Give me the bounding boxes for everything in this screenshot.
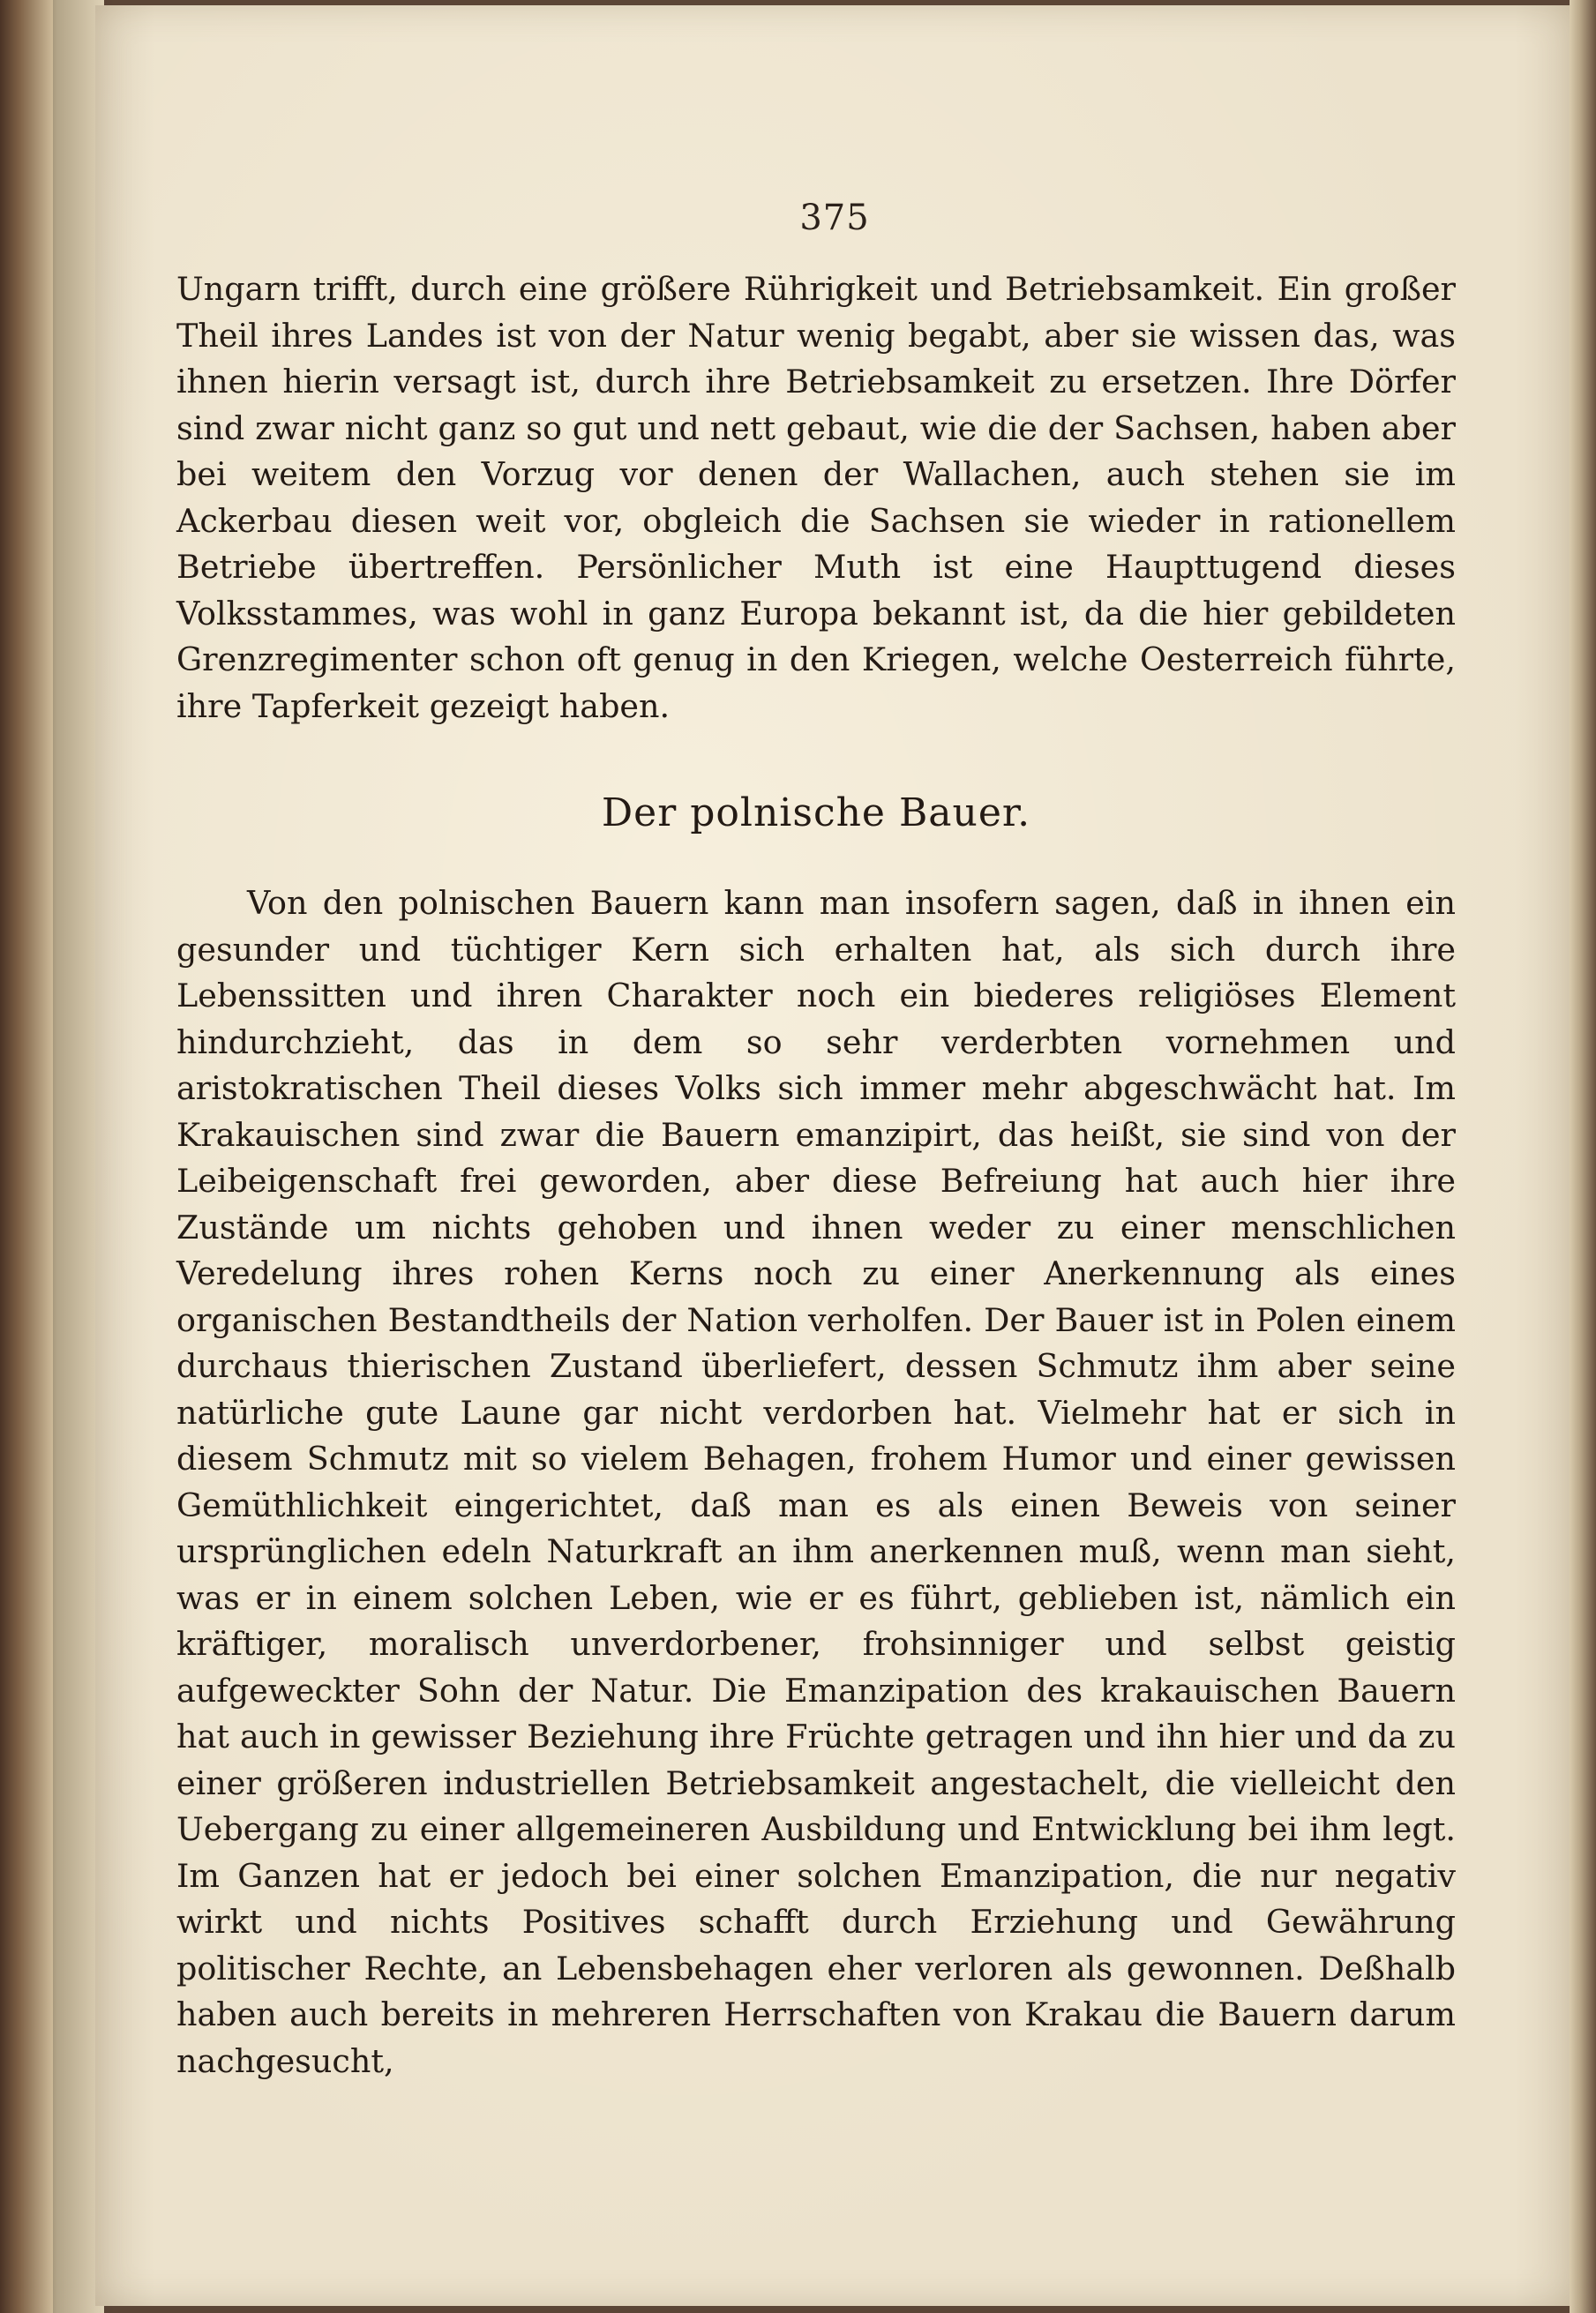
book-page <box>95 5 1574 2306</box>
page-number: 375 <box>799 198 870 238</box>
paragraph-continuation: Ungarn trifft, durch eine größere Rührigkeit und Betriebsamkeit. Ein großer Theil ihres Landes ist von der Natur wenig begabt, aber sie wissen das, was ihnen hierin versagt ist, durch ihre Betriebsamkeit zu ersetzen. Ihre Dörfer sind zwar nicht ganz so gut und nett gebaut, wie die der Sachsen, haben aber bei weitem den Vorzug vor denen der Wallachen, auch stehen sie im Ackerbau diesen weit vor, obgleich die Sachsen sie wieder in rationellem Betriebe übertreffen. Persönlicher Muth ist eine Haupttugend dieses Volksstammes, was wohl in ganz Europa bekannt ist, da die hier gebildeten Grenzregimenter schon oft genug in den Kriegen, welche Oesterreich führte, ihre Tapferkeit gezeigt haben. <box>176 270 1456 725</box>
paragraph-polish-peasant: Von den polnischen Bauern kann man insofern sagen, daß in ihnen ein gesunder und tüchtiger Kern sich erhalten hat, als sich durch ihre Lebenssitten und ihren Charakter noch ein biederes religiöses Element hindurchzieht, das in dem so sehr verderbten vornehmen und aristokratischen Theil dieses Volks sich immer mehr abgeschwächt hat. Im Krakauischen sind zwar die Bauern emanzipirt, das heißt, sie sind von der Leibeigenschaft frei geworden, aber diese Befreiung hat auch hier ihre Zustände um nichts gehoben und ihnen weder zu einer menschlichen Veredelung ihres rohen Kerns noch zu einer Anerkennung als eines organischen Bestandtheils der Nation verholfen. Der Bauer ist in Polen einem durchaus thierischen Zustand überliefert, dessen Schmutz ihm aber seine natürliche gute Laune gar nicht verdorben hat. Vielmehr hat er sich in diesem Schmutz mit so vielem Behagen, frohem Humor und einer gewissen Gemüthlichkeit eingerichtet, daß man es als einen Beweis von seiner ursprünglichen edeln Naturkraft an ihm anerkennen muß, wenn man sieht, was er in einem solchen Leben, wie er es führt, geblieben ist, nämlich ein kräftiger, moralisch unverdorbener, frohsinniger und selbst geistig aufgeweckter Sohn der Natur. Die Emanzipation des krakauischen Bauern hat auch in gewisser Beziehung ihre Früchte getragen und ihn hier und da zu einer größeren industriellen Betriebsamkeit angestachelt, die vielleicht den Uebergang zu einer allgemeineren Ausbildung und Entwicklung bei ihm legt. Im Ganzen hat er jedoch bei einer solchen Emanzipation, die nur negativ wirkt und nichts Positives schafft durch Erziehung und Gewährung politischer Rechte, an Lebensbehagen eher verloren als gewonnen. Deßhalb haben auch bereits in mehreren Herrschaften von Krakau die Bauern darum nachgesucht, <box>176 884 1456 2080</box>
section-heading: Der polnische Bauer. <box>601 790 1031 835</box>
page-edge-right <box>1570 0 1596 2313</box>
